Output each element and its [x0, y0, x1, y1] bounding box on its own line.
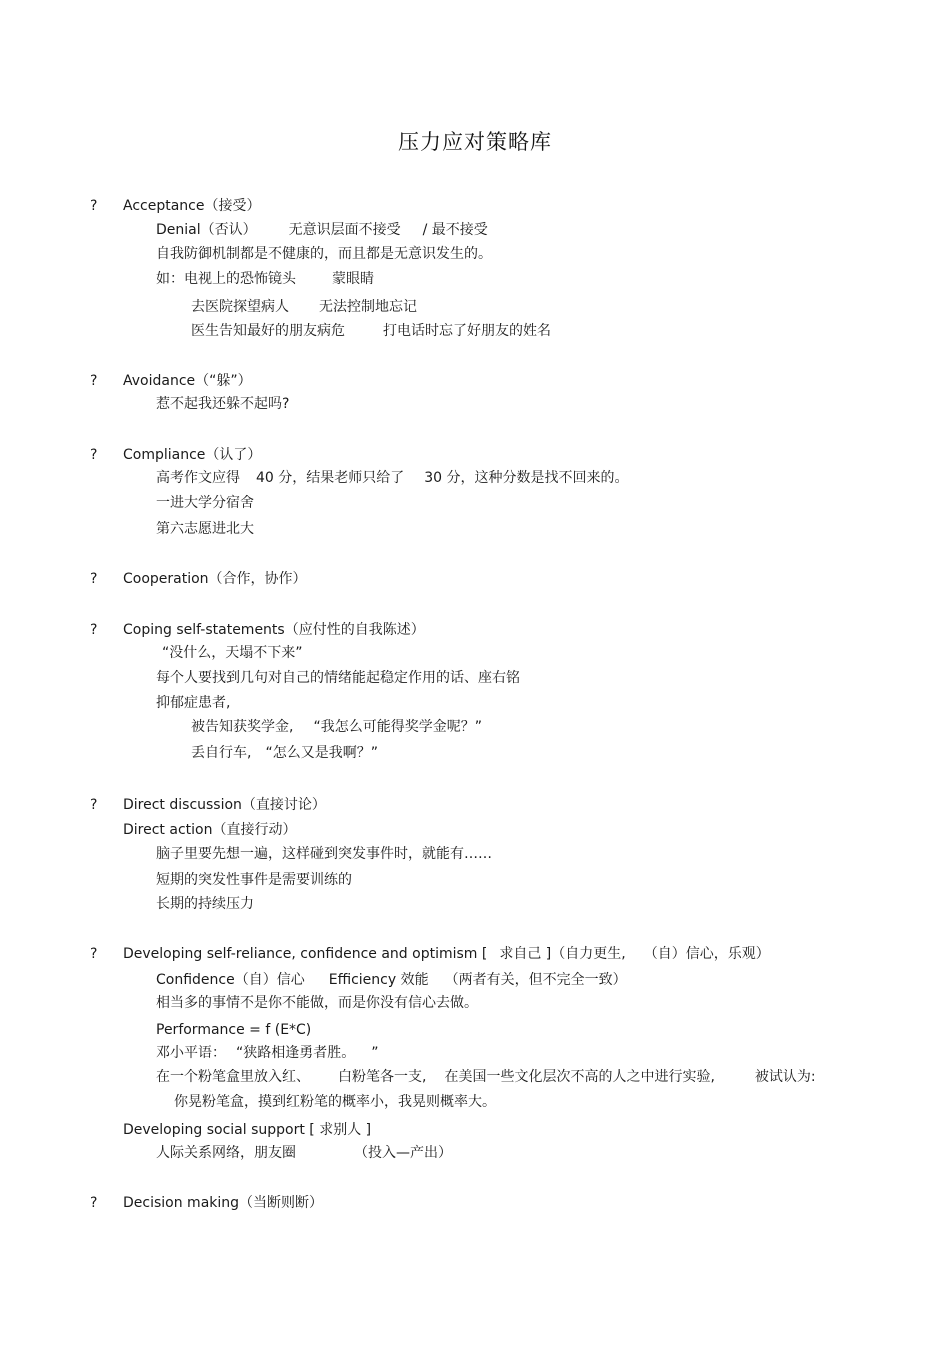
developing-title-c: （自）信心，乐观）: [643, 946, 770, 962]
heading-coping: Coping self-statements（应付性的自我陈述）: [123, 622, 425, 638]
quote-text: “狭路相逢勇者胜。: [236, 1045, 356, 1061]
compliance-line-2: 一进大学分宿舍: [156, 495, 254, 511]
example-response: 打电话时忘了好朋友的姓名: [383, 323, 551, 339]
bullet-avoidance: ?: [90, 373, 98, 389]
coping-line-1: “没什么，天塌不下来”: [162, 645, 303, 661]
bullet-developing: ?: [90, 946, 98, 962]
experiment-text-a: 在一个粉笔盒里放入红、: [156, 1069, 310, 1085]
compliance-line-1: [156, 469, 629, 487]
coping-scenario: 丢自行车,: [191, 745, 252, 761]
heading-cooperation: Cooperation（合作，协作）: [123, 571, 307, 587]
heading-decision-making: Decision making（当断则断）: [123, 1195, 324, 1211]
developing-line-2: 相当多的事情不是你不能做，而是你没有信心去做。: [156, 995, 478, 1011]
heading-social-support: Developing social support [ 求别人 ]: [123, 1122, 372, 1138]
example-response: 无法控制地忘记: [319, 299, 417, 315]
developing-line-5: [156, 1068, 816, 1086]
example-text: 医生告知最好的朋友病危: [191, 323, 345, 339]
heading-direct-discussion: Direct discussion（直接讨论）: [123, 797, 326, 813]
coping-quote: “怎么又是我啊？”: [265, 745, 378, 761]
acceptance-line-1: 自我防御机制都是不健康的，而且都是无意识发生的。: [156, 246, 492, 262]
heading-acceptance: Acceptance（接受）: [123, 198, 261, 214]
quote-source: 邓小平语：: [156, 1045, 226, 1061]
efficiency-term: Efficiency 效能: [328, 972, 429, 988]
acceptance-line-3: [191, 298, 417, 316]
direct-line-1: 脑子里要先想一遍，这样碰到突发事件时，就能有……: [156, 846, 492, 862]
example-text: 去医院探望病人: [191, 299, 289, 315]
developing-line-6: 你晃粉笔盒，摸到红粉笔的概率小，我晃则概率大。: [174, 1094, 496, 1110]
developing-line-7: [156, 1144, 452, 1162]
bullet-acceptance: ?: [90, 198, 98, 214]
acceptance-line-2: [156, 270, 374, 288]
developing-formula: Performance = f (E*C): [156, 1022, 312, 1038]
compliance-line-3: 第六志愿进北大: [156, 521, 254, 537]
heading-developing: [123, 945, 770, 963]
avoidance-line-1: 惹不起我还躲不起吗?: [156, 396, 290, 412]
denial-line: [156, 221, 488, 239]
coping-line-2: 每个人要找到几句对自己的情绪能起稳定作用的话、座右铭: [156, 670, 520, 686]
developing-line-1: [156, 971, 627, 989]
page-title: 压力应对策略库: [398, 130, 552, 154]
example-text: 如：电视上的恐怖镜头: [156, 271, 296, 287]
denial-desc: 无意识层面不接受: [288, 222, 401, 238]
bullet-compliance: ?: [90, 447, 98, 463]
heading-avoidance: Avoidance（“躲”）: [123, 373, 252, 389]
confidence-term: Confidence（自）信心: [156, 972, 305, 988]
coping-line-3: 抑郁症患者,: [156, 695, 231, 711]
compliance-text-a: 高考作文应得: [156, 470, 240, 486]
heading-direct-action: Direct action（直接行动）: [123, 822, 297, 838]
bullet-coping: ?: [90, 622, 98, 638]
compliance-text-c: 30 分，这种分数是找不回来的。: [424, 470, 629, 486]
acceptance-line-4: [191, 322, 551, 340]
coping-line-4: [191, 718, 482, 736]
direct-line-3: 长期的持续压力: [156, 896, 254, 912]
denial-desc-2: / 最不接受: [422, 222, 488, 238]
bullet-direct: ?: [90, 797, 98, 813]
experiment-text-b: 白粉笔各一支,: [338, 1069, 427, 1085]
bullet-decision: ?: [90, 1195, 98, 1211]
developing-title-b: 求自己 ]（自力更生,: [499, 946, 626, 962]
compliance-text-b: 40 分，结果老师只给了: [256, 470, 405, 486]
direct-line-2: 短期的突发性事件是需要训练的: [156, 872, 352, 888]
experiment-text-d: 被试认为:: [754, 1069, 816, 1085]
bullet-cooperation: ?: [90, 571, 98, 587]
input-output-note: （投入—产出）: [354, 1145, 452, 1161]
coping-scenario: 被告知获奖学金,: [191, 719, 294, 735]
developing-title-a: Developing self-reliance, confidence and optimism [: [123, 946, 488, 962]
coping-quote: “我怎么可能得奖学金呢？”: [313, 719, 482, 735]
experiment-text-c: 在美国一些文化层次不高的人之中进行实验,: [444, 1069, 715, 1085]
heading-compliance: Compliance（认了）: [123, 447, 262, 463]
example-response: 蒙眼睛: [332, 271, 374, 287]
coping-line-5: [191, 744, 378, 762]
relation-note: （两者有关，但不完全一致）: [444, 972, 627, 988]
social-network-text: 人际关系网络，朋友圈: [156, 1145, 296, 1161]
developing-line-4: [156, 1044, 379, 1062]
denial-term: Denial（否认）: [156, 222, 257, 238]
quote-close: ”: [371, 1045, 379, 1061]
